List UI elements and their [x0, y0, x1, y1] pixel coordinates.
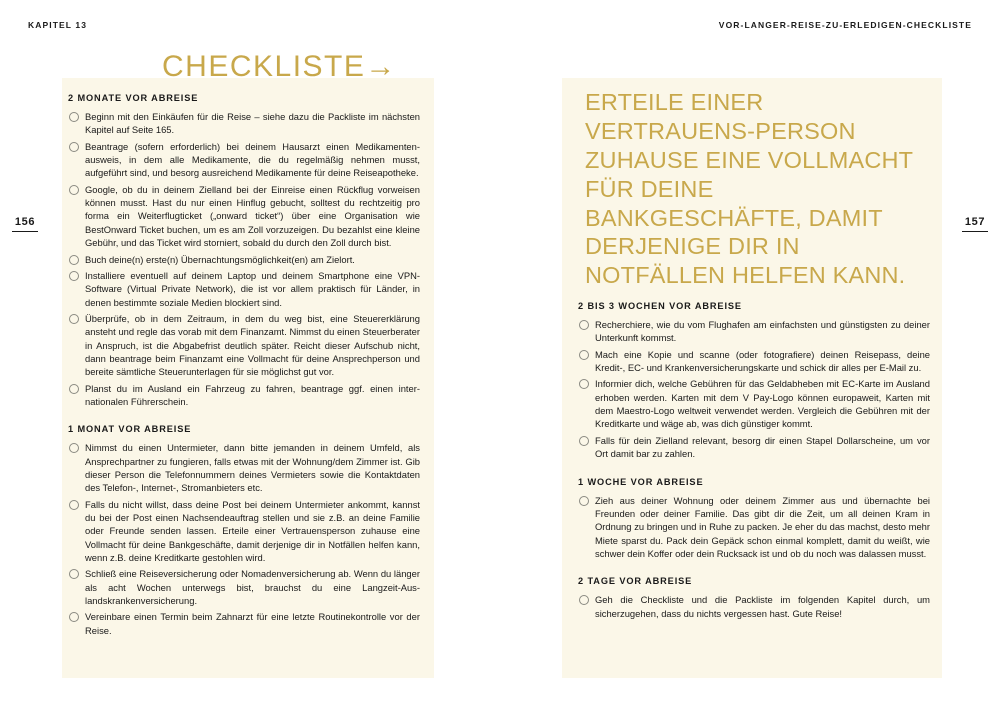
checklist-item-label: Informier dich, welche Gebühren für das Geldabheben mit EC-Karte im Ausland erhoben werden. Karten mit dem V Pay-Logo können europaweit, Karten mit dem Maestro-Logo weltweit verwendet werden. Vergleich die Gebühren mit der Kreditkarte und wäge ab, was dich günstiger kommt. — [595, 378, 930, 430]
checklist-item[interactable] — [578, 318, 930, 345]
pull-quote: ERTEILE EINER VERTRAUENS-PERSON ZUHAUSE EINE VOLLMACHT FÜR DEINE BANKGESCHÄFTE, DAMIT DERJENIGE DIR IN NOTFÄLLEN HELFEN KANN. — [585, 89, 913, 289]
checkbox-icon[interactable] — [579, 350, 589, 360]
checklist-group — [578, 575, 930, 620]
checklist-item[interactable] — [68, 253, 420, 266]
running-head-right: VOR-LANGER-REISE-ZU-ERLEDIGEN-CHECKLISTE — [718, 20, 972, 30]
checklist-item[interactable] — [68, 312, 420, 379]
page-title: CHECKLISTE→ — [162, 50, 397, 83]
checklist — [68, 110, 420, 408]
checklist — [578, 494, 930, 561]
checkbox-icon[interactable] — [579, 320, 589, 330]
checkbox-icon[interactable] — [579, 595, 589, 605]
checklist-item[interactable] — [68, 269, 420, 309]
checklist-item-label: Beantrage (sofern erforderlich) bei deinem Hausarzt einen Medikamentenausweis, in dem alle Medikamente, die du regelmäßig nehmen musst, aufgeführt sind, und besorg ausreichend Medikamente für deine Reiseapotheke. — [85, 140, 420, 179]
checklist-group — [578, 300, 930, 461]
checklist — [578, 318, 930, 460]
checkbox-icon[interactable] — [69, 569, 79, 579]
checklist-item[interactable] — [68, 498, 420, 565]
checklist-item[interactable] — [68, 610, 420, 637]
checkbox-icon[interactable] — [69, 314, 79, 324]
checkbox-icon[interactable] — [579, 496, 589, 506]
checkbox-icon[interactable] — [69, 384, 79, 394]
checkbox-icon[interactable] — [69, 255, 79, 265]
page-number-left: 156 — [12, 216, 38, 232]
running-head-left: KAPITEL 13 — [28, 20, 88, 30]
checklist-group — [578, 476, 930, 561]
section-heading: 2 MONATE VOR ABREISE — [68, 93, 199, 103]
section-heading: 1 MONAT VOR ABREISE — [68, 424, 192, 435]
left-column-content — [68, 92, 420, 640]
checklist-item[interactable] — [68, 441, 420, 494]
checklist-item-label: Mach eine Kopie und scanne (oder fotografiere) deinen Reisepass, deine Kredit-, EC- und Krankenversicherungskarte und schick dir alles per E-Mail zu. — [595, 348, 930, 374]
checklist-item-label: Schließ eine Reiseversicherung oder Nomadenversicherung ab. Wenn du länger als acht Wochen unterwegs bist, brauchst du eine Langzeit-Auslandskrankenversicherung. — [85, 568, 420, 607]
checkbox-icon[interactable] — [69, 185, 79, 195]
checkbox-icon[interactable] — [69, 112, 79, 122]
checklist-item[interactable] — [578, 377, 930, 430]
checklist-item-label: Google, ob du in deinem Zielland bei der Einreise einen Rückflug vorweisen können musst. Hast du nur einen Hinflug gebucht, solltest du rechtzeitig pro forma ein Weiterflugticket („onward ticket“) über eine Organisation wie BestOnward Ticket buchen, um es am Zoll vorzuzeigen. Du bezahlst eine kleine Gebühr, und das Ticket wird storniert, sobald du durch den Zoll durch bist. — [85, 183, 420, 249]
checklist-item-label: Überprüfe, ob in dem Zeitraum, in dem du weg bist, eine Steuererklärung ansteht und regle das vorab mit dem Finanzamt. Nimmst du einen Steuerberater in Anspruch, ist die Abgabefrist deutlich später. Reicht dieser Aufschub nicht, dann beantrage beim Finanzamt eine Vollmacht für deine Ansprechperson und bereite sämtliche Steuerunterlagen für sie möglichst gut vor. — [85, 312, 420, 378]
checkbox-icon[interactable] — [69, 612, 79, 622]
checkbox-icon[interactable] — [579, 379, 589, 389]
checklist-group — [68, 92, 420, 408]
section-heading: 2 TAGE VOR ABREISE — [578, 576, 693, 587]
checklist-item-label: Buch deine(n) erste(n) Übernachtungsmöglichkeit(en) am Zielort. — [85, 253, 355, 265]
checklist-item[interactable] — [68, 382, 420, 409]
right-column-content — [578, 300, 930, 623]
checklist-item-label: Geh die Checkliste und die Packliste im folgenden Kapitel durch, um sicherzugehen, dass du nichts vergessen hast. Gute Reise! — [595, 594, 930, 619]
checklist-item[interactable] — [578, 348, 930, 375]
checklist-item-label: Zieh aus deiner Wohnung oder deinem Zimmer aus und übernachte bei Freunden oder deiner Familie. Das gibt dir die Zeit, um all deinen Kram in Ordnung zu bringen und in Ruhe zu packen. Je eher du das machst, desto mehr Miete sparst du. Pack dein Gepäck schon einmal komplett, damit du weißt, wie schwer dein Koffer oder dein Rucksack ist und ob du noch was dalassen musst. — [595, 494, 930, 559]
page-number-right: 157 — [962, 216, 988, 232]
checklist-item[interactable] — [578, 434, 930, 461]
checklist-item[interactable] — [68, 183, 420, 250]
checklist-group — [68, 423, 420, 637]
checklist-item-label: Nimmst du einen Untermieter, dann bitte jemanden in deinem Umfeld, als Ansprechpartner zu fungieren, falls etwas mit der Wohnung/dem Zimmer ist. Gib dieser Person die Telefonnummern deines Vermieters sowie die Kontaktdaten des Telefon-, Internet-, Stromanbieters etc. — [85, 442, 420, 494]
checkbox-icon[interactable] — [69, 271, 79, 281]
checklist-item[interactable] — [68, 567, 420, 607]
section-heading: 2 BIS 3 WOCHEN VOR ABREISE — [578, 301, 742, 311]
checklist-item-label: Planst du im Ausland ein Fahrzeug zu fahren, beantrage ggf. einen internationalen Führerschein. — [85, 382, 420, 407]
checklist-item-label: Recherchiere, wie du vom Flughafen am einfachsten und günstigsten zu deiner Unterkunft kommst. — [595, 319, 930, 344]
checklist-item[interactable] — [68, 140, 420, 180]
checklist-item-label: Falls du nicht willst, dass deine Post bei deinem Untermieter ankommt, kannst du bei der Post einen Nachsendeauftrag stellen und sie z.B. an deine Familie oder Freunde senden lassen. Erteile einer Vertrauensperson zuhause eine Vollmacht für deine Bankgeschäfte, damit derjenige dir in Notfällen helfen kann, wenn z.B. deine Kreditkarte gestohlen wird. — [85, 498, 420, 564]
section-heading: 1 WOCHE VOR ABREISE — [578, 476, 704, 487]
checklist-item[interactable] — [578, 593, 930, 620]
checklist-item[interactable] — [68, 110, 420, 137]
checklist-item-label: Falls für dein Zielland relevant, besorg dir einen Stapel Dollarscheine, um vor Ort damit bar zu zahlen. — [595, 434, 930, 460]
checkbox-icon[interactable] — [69, 443, 79, 453]
checklist-item-label: Installiere eventuell auf deinem Laptop und deinem Smartphone eine VPN-Software (Virtual Private Network), die ist vor allem praktisch für Länder, in denen bestimmte soziale Medien blockiert sind. — [85, 269, 420, 308]
checkbox-icon[interactable] — [69, 500, 79, 510]
checkbox-icon[interactable] — [69, 142, 79, 152]
checkbox-icon[interactable] — [579, 436, 589, 446]
checklist-item-label: Beginn mit den Einkäufen für die Reise – siehe dazu die Packliste im nächsten Kapitel auf Seite 165. — [85, 111, 420, 136]
checklist — [578, 593, 930, 620]
checklist — [68, 441, 420, 637]
checklist-item[interactable] — [578, 494, 930, 561]
checklist-item-label: Vereinbare einen Termin beim Zahnarzt für eine letzte Routinekontrolle vor der Reise. — [85, 611, 420, 636]
